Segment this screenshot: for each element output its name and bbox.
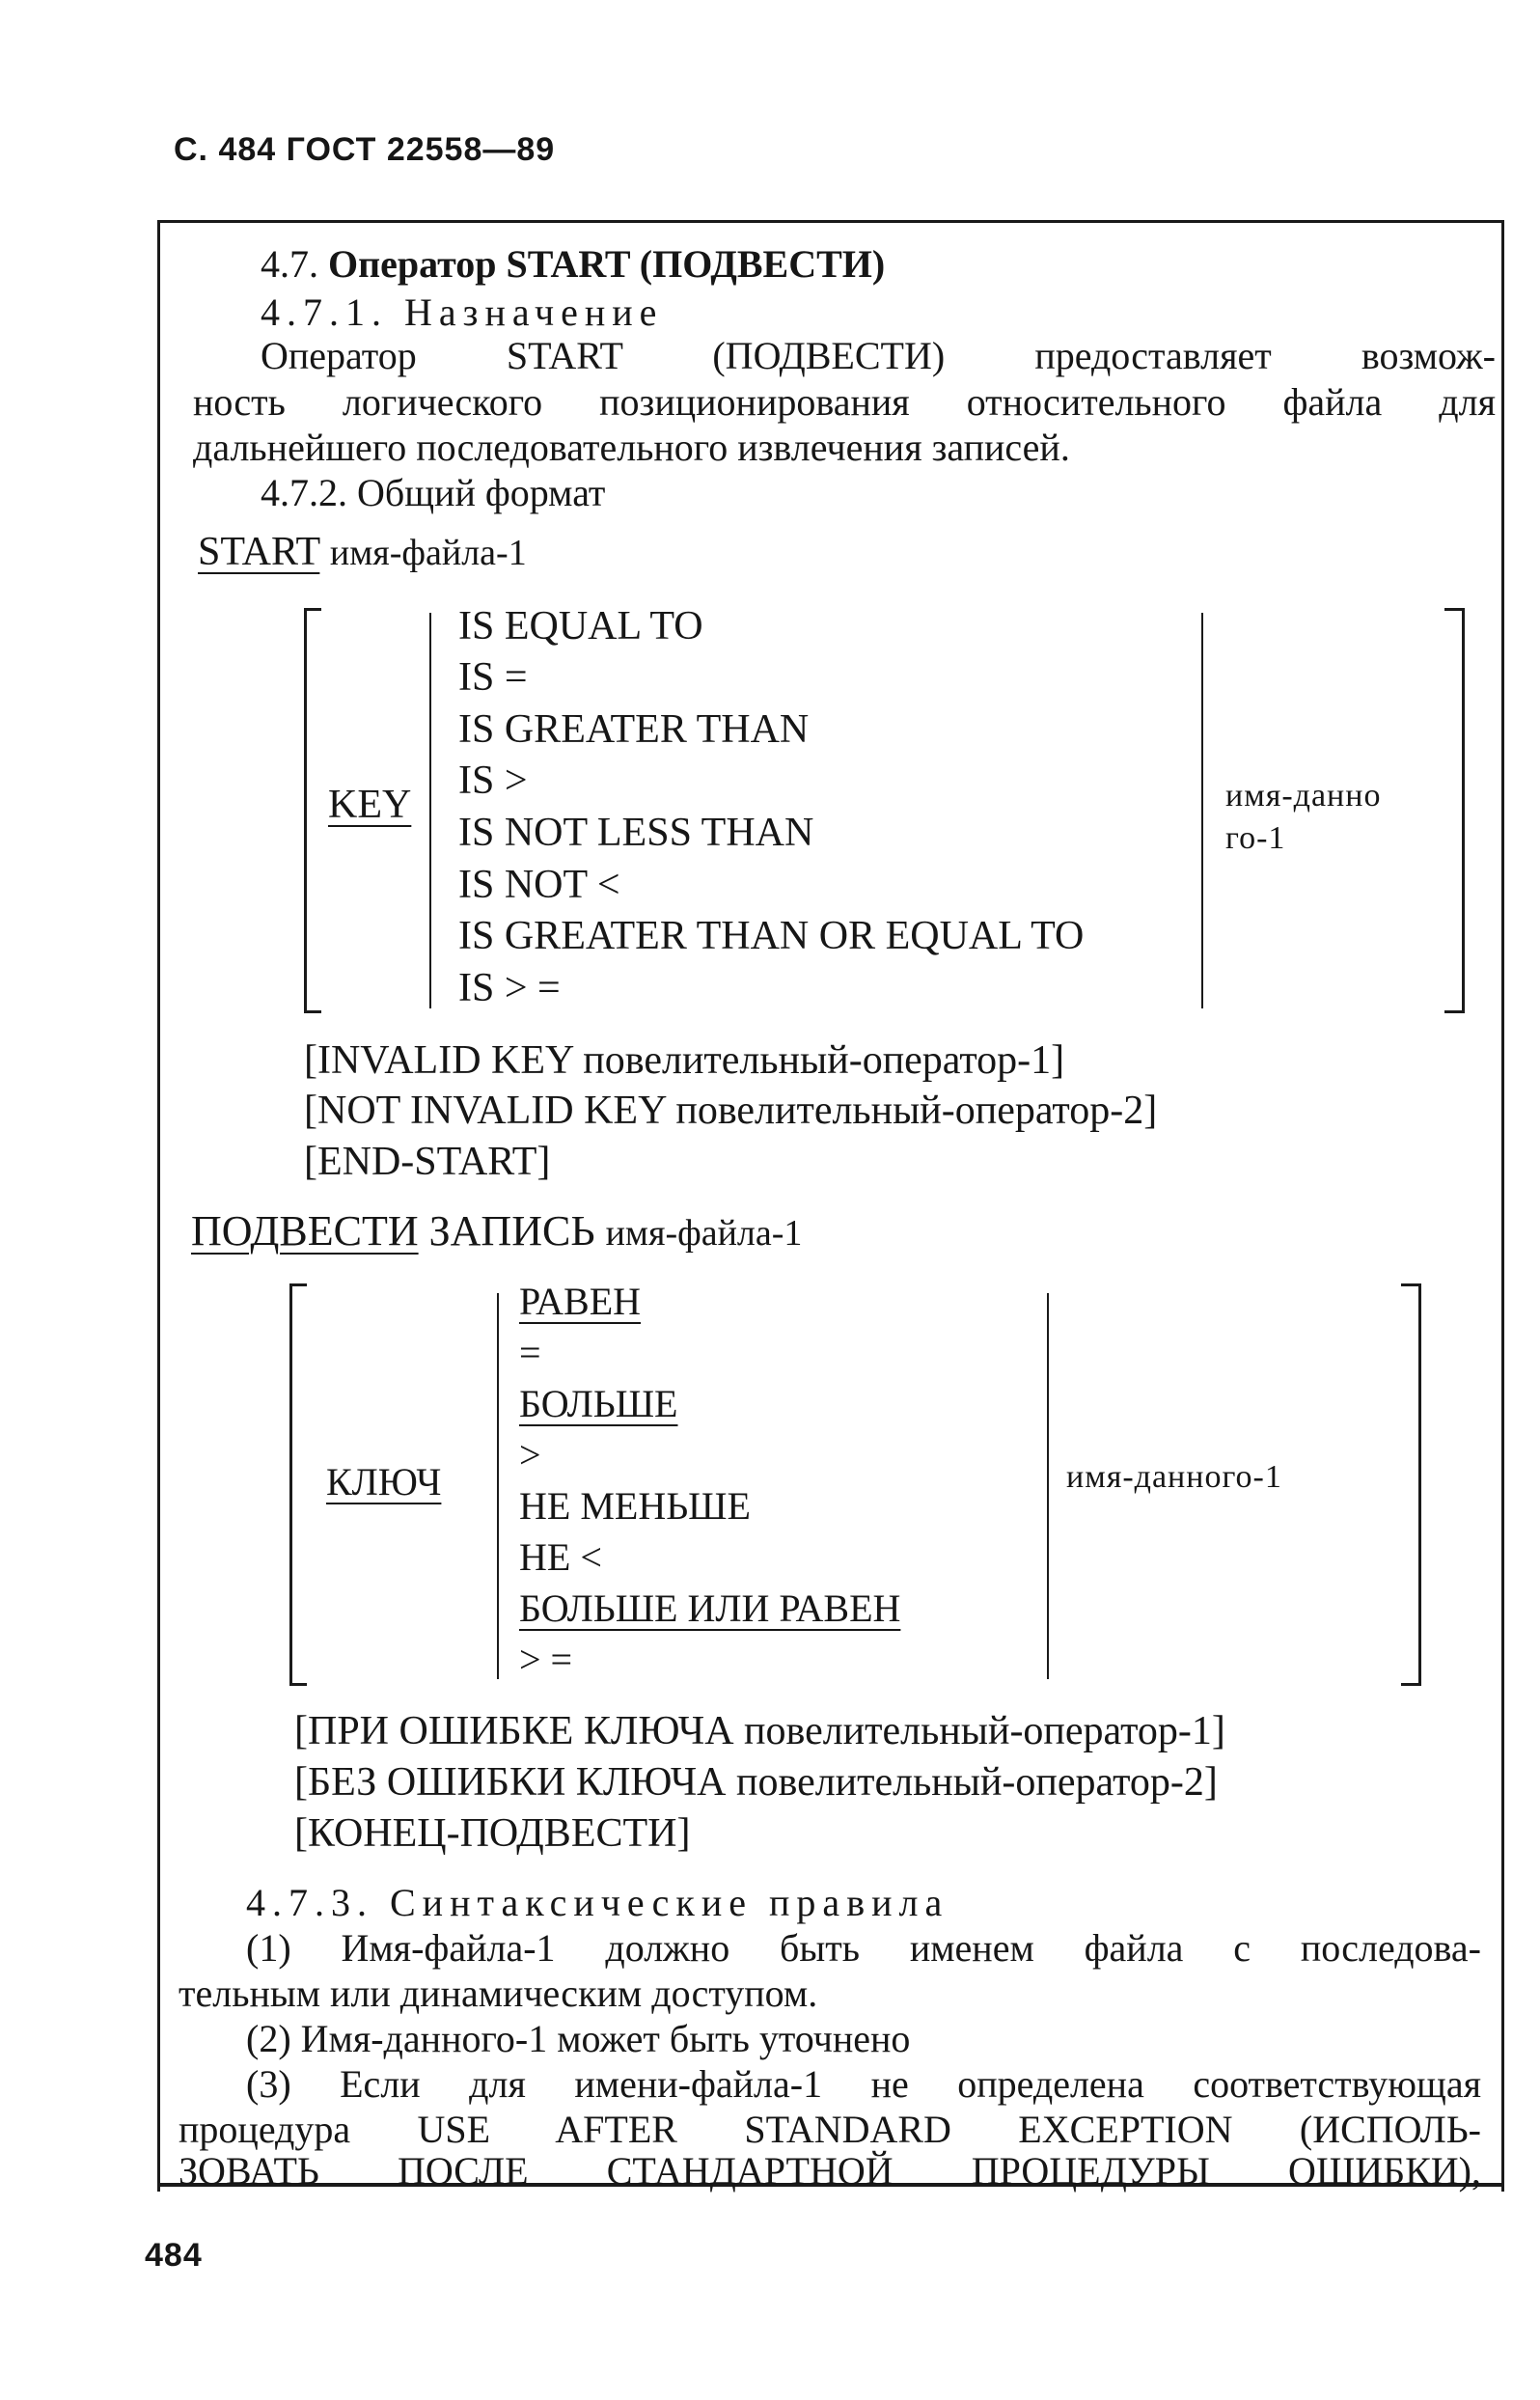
ru-opt-5: НЕ МЕНЬШЕ [519,1484,751,1528]
ru-clause-pri-oshibke: [ПРИ ОШИБКЕ КЛЮЧА повелительный-оператор-1] [294,1709,1225,1753]
ru-opt-3: БОЛЬШЕ [519,1382,678,1425]
en-opt-1: IS EQUAL TO [458,604,703,648]
section-number: 4.7. [261,242,318,286]
ru-left-bracket [289,1283,292,1686]
start-statement [198,529,527,575]
ru-operand: имя-данного-1 [1066,1459,1282,1495]
ru-right-brace [1047,1293,1049,1679]
en-clause-end-start: [END-START] [304,1140,551,1184]
rule-3-line-2: процедура USE AFTER STANDARD EXCEPTION (ИСПОЛЬ- [179,2108,1481,2151]
rule-3-line-1: (3) Если для имени-файла-1 не определена соответствующая [246,2062,1481,2106]
en-operand-line-1: имя-данно [1225,778,1382,814]
section-title [261,241,885,287]
en-opt-2: IS = [458,655,528,700]
en-opt-8: IS > = [458,966,561,1010]
en-operand-line-2: го-1 [1225,820,1286,856]
ru-left-brace [497,1293,499,1679]
page-header: С. 484 ГОСТ 22558—89 [174,131,556,168]
ru-opt-4: > [519,1433,541,1476]
en-clause-not-invalid-key: [NOT INVALID KEY повелительный-оператор-2] [304,1089,1158,1133]
format-heading: 4.7.2. Общий формат [261,471,606,514]
page-number: 484 [145,2237,203,2274]
ru-right-bracket [1418,1283,1421,1686]
en-right-bracket [1462,608,1465,1013]
zapis-keyword: ЗАПИСЬ [428,1207,595,1255]
ru-clause-bez-oshibki: [БЕЗ ОШИБКИ КЛЮЧА повелительный-оператор-2] [294,1760,1218,1805]
en-right-brace [1201,613,1203,1008]
key-keyword: KEY [328,783,412,827]
start-keyword: START [198,530,320,574]
podvesti-keyword: ПОДВЕСТИ [191,1207,419,1255]
podvesti-statement [191,1206,802,1255]
ru-opt-6: НЕ < [519,1535,602,1579]
purpose-heading: 4.7.1. Назначение [261,290,664,334]
rule-3-line-3: ЗОВАТЬ ПОСЛЕ СТАНДАРТНОЙ ПРОЦЕДУРЫ ОШИБКИ), [179,2149,1481,2193]
en-opt-6: IS NOT < [458,863,620,907]
en-clause-invalid-key: [INVALID KEY повелительный-оператор-1] [304,1038,1065,1083]
klyuch-keyword: КЛЮЧ [326,1460,442,1503]
ru-opt-2: = [519,1331,541,1374]
syntax-heading: 4.7.3. Синтаксические правила [246,1881,949,1924]
rule-2: (2) Имя-данного-1 может быть уточнено [246,2017,911,2060]
en-opt-4: IS > [458,759,528,803]
en-left-brace [429,613,431,1008]
rule-1-line-2: тельным или динамическим доступом. [179,1972,818,2015]
purpose-line-2: ность логического позиционирования относительного файла для [193,380,1496,424]
section-title-text: Оператор START (ПОДВЕСТИ) [328,242,886,286]
purpose-line-1: Оператор START (ПОДВЕСТИ) предоставляет возмож- [261,334,1496,377]
purpose-line-3: дальнейшего последовательного извлечения записей. [193,426,1070,469]
ru-clause-konets: [КОНЕЦ-ПОДВЕСТИ] [294,1811,691,1856]
ru-opt-7: БОЛЬШЕ ИЛИ РАВЕН [519,1586,901,1630]
podvesti-filename: имя-файла-1 [605,1213,803,1254]
ru-opt-8: > = [519,1638,573,1681]
ru-opt-1: РАВЕН [519,1280,642,1323]
en-opt-5: IS NOT LESS THAN [458,811,814,855]
rule-1-line-1: (1) Имя-файла-1 должно быть именем файла с последова- [246,1926,1481,1970]
start-filename: имя-файла-1 [329,533,527,573]
en-left-bracket [304,608,307,1013]
en-opt-3: IS GREATER THAN [458,707,810,752]
en-opt-7: IS GREATER THAN OR EQUAL TO [458,914,1085,958]
